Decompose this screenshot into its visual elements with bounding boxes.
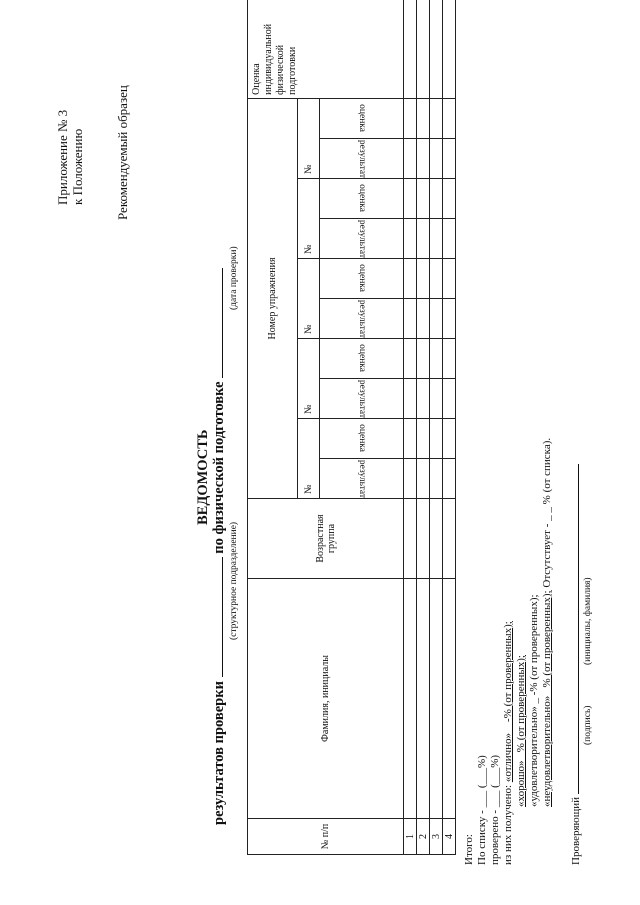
row-number: 2 xyxy=(417,819,430,855)
row-number: 1 xyxy=(404,819,417,855)
annex-block xyxy=(55,110,85,205)
annex-line1: Приложение № 3 xyxy=(55,109,70,205)
title-line xyxy=(211,268,228,825)
exercise-num-2: № xyxy=(298,339,320,419)
caption-unit: (структурное подразделение) xyxy=(229,521,239,640)
grade-header-1: оценка xyxy=(320,419,404,459)
exercise-num-1: № xyxy=(298,419,320,499)
result-header-4: результат xyxy=(320,219,404,259)
table-row xyxy=(404,0,417,855)
summary-received xyxy=(502,438,515,865)
document-title: ВЕДОМОСТЬ xyxy=(195,429,211,525)
grade-header-5: оценка xyxy=(320,98,404,138)
sample-label: Рекомендуемый образец xyxy=(115,85,130,220)
summary-received-prefix: из них получено: xyxy=(502,784,514,865)
caption-name: (инициалы, фамилия) xyxy=(583,577,593,665)
unit-blank xyxy=(211,557,223,677)
caption-date: (дата проверки) xyxy=(229,246,239,310)
signature-label: Проверяющий xyxy=(570,797,582,865)
row-number: 3 xyxy=(430,819,443,855)
col-eval-header: Оценка индивидуальной физической подготовки xyxy=(248,0,404,98)
signature-block xyxy=(567,464,583,865)
summary-unsatisfactory-line xyxy=(541,438,554,865)
results-table xyxy=(247,0,456,855)
summary-excellent: «отлично» _ -% (от проверенных); xyxy=(502,621,514,783)
title-prefix: результатов проверки xyxy=(211,681,227,825)
col-num-header: № п/п xyxy=(248,819,404,855)
document-sheet xyxy=(55,23,615,865)
summary-checked: проверено - ___ (___%) xyxy=(489,754,501,865)
table-row xyxy=(417,0,430,855)
exercise-num-4: № xyxy=(298,179,320,259)
table-row xyxy=(443,0,456,855)
signature-line xyxy=(567,464,579,794)
annex-line2: к Положению xyxy=(70,128,85,205)
summary-total: Итого: xyxy=(463,834,475,865)
grade-header-3: оценка xyxy=(320,259,404,299)
exercise-num-5: № xyxy=(298,98,320,178)
caption-sign: (подпись) xyxy=(583,705,593,745)
exercise-num-3: № xyxy=(298,259,320,339)
title-middle: по физической подготовке xyxy=(211,381,227,554)
grade-header-4: оценка xyxy=(320,179,404,219)
result-header-2: результат xyxy=(320,379,404,419)
grade-header-2: оценка xyxy=(320,339,404,379)
result-header-3: результат xyxy=(320,299,404,339)
date-blank xyxy=(211,268,223,378)
summary-absent: Отсутствует - _ _ % (от списка). xyxy=(541,437,553,588)
result-header-1: результат xyxy=(320,459,404,499)
summary-block xyxy=(463,438,554,865)
result-header-5: результат xyxy=(320,139,404,179)
exercise-header: Номер упражнения xyxy=(248,98,298,498)
col-name-header: Фамилия, инициалы xyxy=(248,579,404,819)
summary-good: «хорошо» _% (от проверенных); xyxy=(515,655,527,807)
summary-satisfactory: «удовлетворительно» _ -% (от проверенных); xyxy=(528,594,540,807)
row-number: 4 xyxy=(443,819,456,855)
summary-unsatisfactory: «неудовлетворительно» _% (от проверенных); xyxy=(541,590,553,807)
table-row xyxy=(430,0,443,855)
col-group-header: Возрастная группа xyxy=(248,499,404,579)
summary-list: По списку - ___ (___%) xyxy=(476,755,488,865)
